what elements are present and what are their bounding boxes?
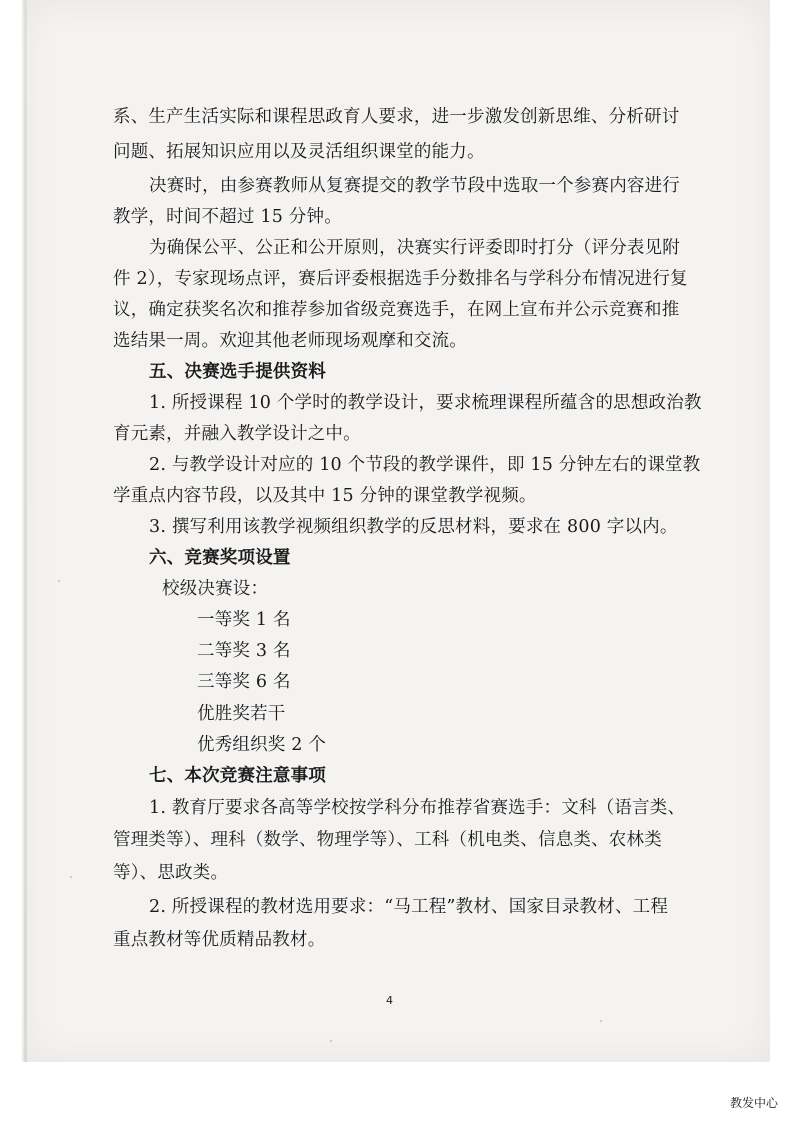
section-heading-5: 五、决赛选手提供资料 bbox=[149, 362, 326, 382]
section-heading-6: 六、竞赛奖项设置 bbox=[149, 548, 291, 568]
body-line: 育元素，并融入教学设计之中。 bbox=[113, 424, 361, 444]
body-line: 1. 教育厅要求各高等学校按学科分布推荐省赛选手：文科（语言类、 bbox=[149, 798, 686, 818]
body-line: 为确保公平、公正和公开原则，决赛实行评委即时打分（评分表见附 bbox=[149, 238, 680, 258]
award-item: 优胜奖若干 bbox=[197, 704, 286, 724]
body-line: 学重点内容节段，以及其中 15 分钟的课堂教学视频。 bbox=[113, 486, 537, 506]
award-item: 一等奖 1 名 bbox=[197, 610, 291, 630]
body-line: 选结果一周。欢迎其他老师现场观摩和交流。 bbox=[113, 331, 467, 351]
scan-speck bbox=[70, 876, 72, 878]
body-line: 教学，时间不超过 15 分钟。 bbox=[113, 207, 342, 227]
scan-speck bbox=[330, 1040, 332, 1042]
body-line: 等）、思政类。 bbox=[113, 863, 229, 883]
body-line: 件 2），专家现场点评，赛后评委根据选手分数排名与学科分布情况进行复 bbox=[113, 269, 688, 289]
body-line: 3. 撰写利用该教学视频组织教学的反思材料，要求在 800 字以内。 bbox=[149, 517, 678, 537]
body-line: 校级决赛设： bbox=[162, 579, 269, 599]
body-line: 问题、拓展知识应用以及灵活组织课堂的能力。 bbox=[113, 142, 485, 162]
body-line: 重点教材等优质精品教材。 bbox=[113, 930, 326, 950]
body-line: 管理类等）、理科（数学、物理学等）、工科（机电类、信息类、农林类 bbox=[113, 830, 662, 850]
body-line: 2. 所授课程的教材选用要求：“马工程”教材、国家目录教材、工程 bbox=[149, 897, 669, 917]
page-number: 4 bbox=[386, 994, 393, 1007]
section-heading-7: 七、本次竞赛注意事项 bbox=[149, 766, 326, 786]
award-item: 三等奖 6 名 bbox=[197, 672, 291, 692]
footer-label: 教发中心 bbox=[730, 1096, 779, 1110]
award-item: 二等奖 3 名 bbox=[197, 641, 291, 661]
body-line: 系、生产生活实际和课程思政育人要求，进一步激发创新思维、分析研讨 bbox=[113, 107, 680, 127]
award-item: 优秀组织奖 2 个 bbox=[197, 735, 327, 755]
scan-speck bbox=[600, 1020, 602, 1022]
body-line: 2. 与教学设计对应的 10 个节段的教学课件，即 15 分钟左右的课堂教 bbox=[149, 455, 701, 475]
body-line: 议，确定获奖名次和推荐参加省级竞赛选手，在网上宣布并公示竞赛和推 bbox=[113, 300, 680, 320]
body-line: 1. 所授课程 10 个学时的教学设计，要求梳理课程所蕴含的思想政治教 bbox=[149, 393, 702, 413]
body-line: 决赛时，由参赛教师从复赛提交的教学节段中选取一个参赛内容进行 bbox=[149, 176, 680, 196]
scan-edge bbox=[24, 0, 27, 1062]
scan-speck bbox=[58, 580, 60, 582]
